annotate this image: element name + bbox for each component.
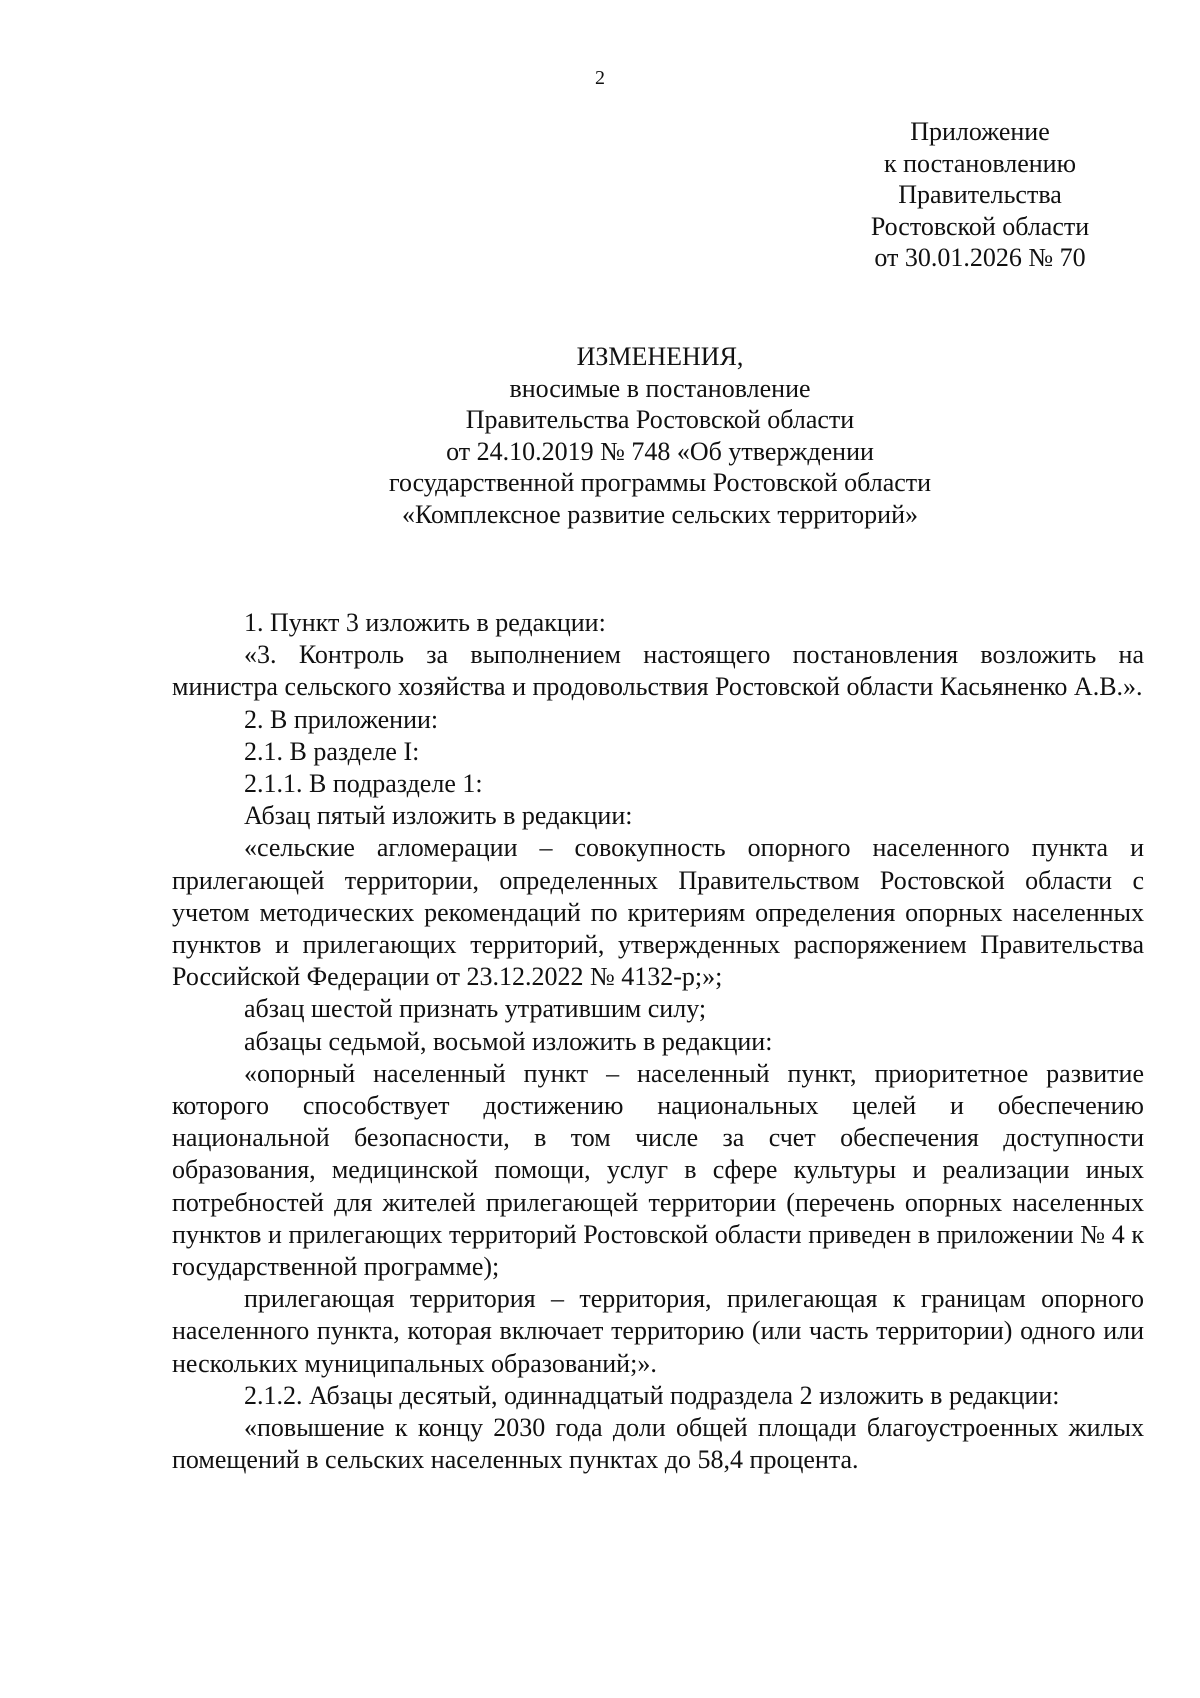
paragraph: «сельские агломерации – совокупность опорного населенного пункта и прилегающей территории, определенных Правительством Ростовской области с учетом методических рекомендаций по критериям определения опорных населенных пунктов и прилегающих территорий, утвержденных распоряжением Правительства Российской Федерации от 23.12.2022 № 4132-р;»; <box>172 833 1144 992</box>
page-number: 2 <box>595 67 605 89</box>
paragraph: «опорный населенный пункт – населенный пункт, приоритетное развитие которого способствует достижению национальных целей и обеспечению национальной безопасности, в том числе за счет обеспечения доступности образования, медицинской помощи, услуг в сфере культуры и реализации иных потребностей для жителей прилегающей территории (перечень опорных населенных пунктов и прилегающих территорий Ростовской области приведен в приложении № 4 к государственной программе); <box>172 1058 1144 1282</box>
title-line: вносимые в постановление <box>509 373 811 403</box>
paragraph: 2.1.1. В подразделе 1: <box>244 769 483 799</box>
appendix-line: Правительства <box>898 180 1062 209</box>
document-title <box>0 341 1200 530</box>
appendix-line: к постановлению <box>883 148 1077 178</box>
title-line: государственной программы Ростовской области <box>388 468 932 497</box>
paragraph: 2.1. В разделе I: <box>244 736 420 766</box>
document-body <box>172 607 1144 1476</box>
title-line: от 24.10.2019 № 748 «Об утверждении <box>446 436 874 466</box>
title-line: «Комплексное развитие сельских территорий» <box>401 499 919 529</box>
paragraph: Абзац пятый изложить в редакции: <box>244 801 633 831</box>
paragraph: прилегающая территория – территория, прилегающая к границам опорного населенного пункта, которая включает территорию (или часть территории) одного или нескольких муниципальных образований;». <box>172 1284 1144 1378</box>
paragraph: абзац шестой признать утратившим силу; <box>244 994 707 1024</box>
paragraph: «3. Контроль за выполнением настоящего постановления возложить на министра сельского хозяйства и продовольствия Ростовской области Касьяненко А.В.». <box>172 640 1144 702</box>
appendix-block <box>830 116 1130 274</box>
paragraph: 2. В приложении: <box>244 704 439 734</box>
title-heading: ИЗМЕНЕНИЯ, <box>576 342 744 371</box>
paragraph: 2.1.2. Абзацы десятый, одиннадцатый подраздела 2 изложить в редакции: <box>244 1380 1060 1410</box>
paragraph: абзацы седьмой, восьмой изложить в редакции: <box>244 1026 773 1056</box>
paragraph: «повышение к концу 2030 года доли общей площади благоустроенных жилых помещений в сельских населенных пунктах до 58,4 процента. <box>172 1413 1144 1475</box>
appendix-date-line: от 30.01.2026 № 70 <box>874 243 1086 272</box>
paragraph: 1. Пункт 3 изложить в редакции: <box>244 608 606 637</box>
appendix-line: Приложение <box>910 117 1050 146</box>
appendix-line: Ростовской области <box>870 211 1090 241</box>
title-line: Правительства Ростовской области <box>465 405 855 434</box>
